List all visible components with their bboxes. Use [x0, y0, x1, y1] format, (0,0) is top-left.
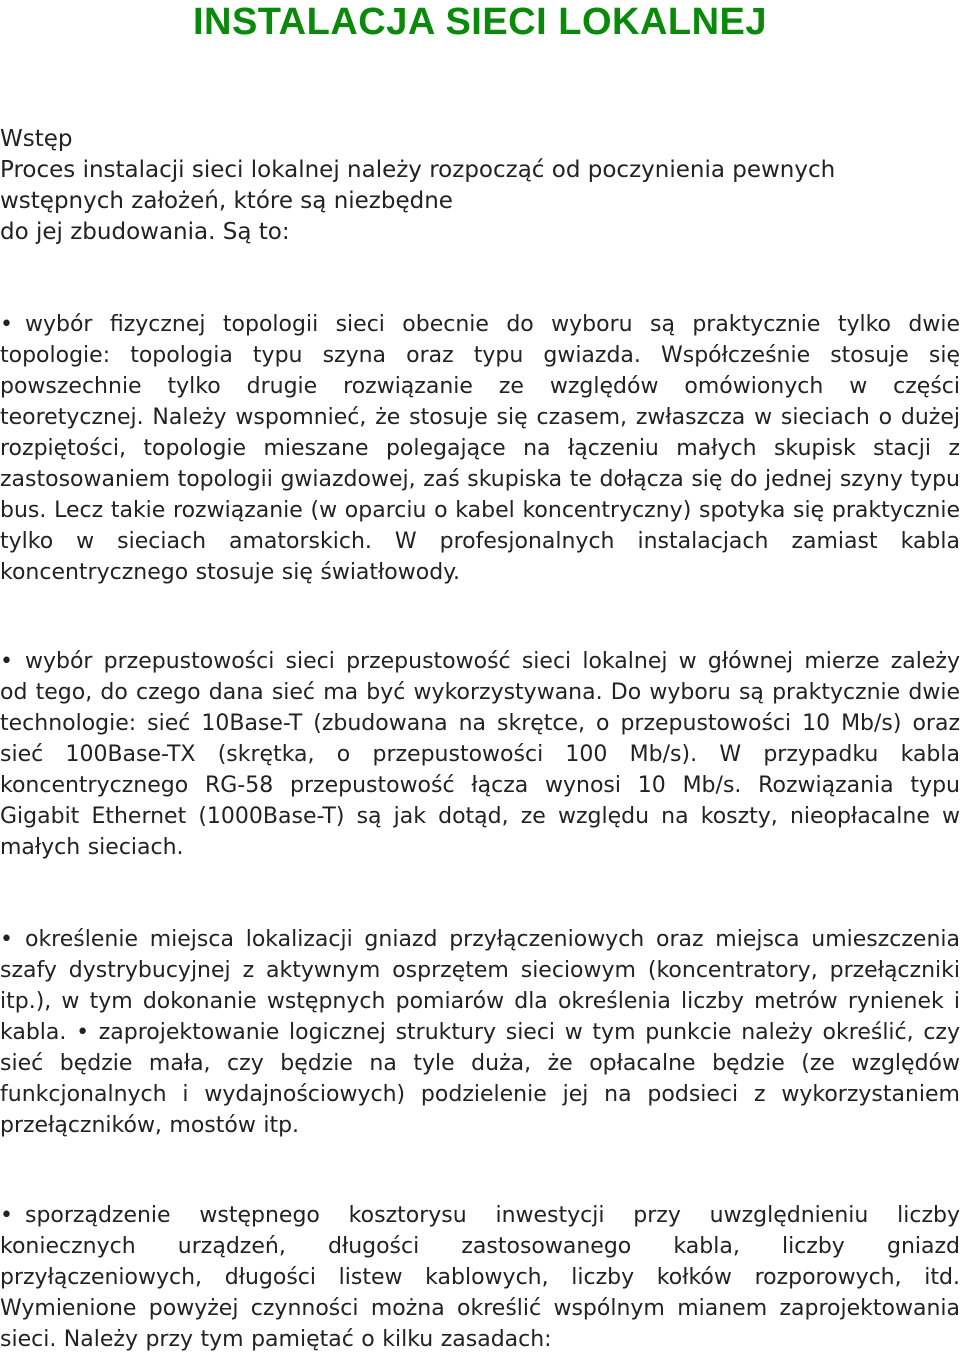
paragraph-text: określenie miejsca lokalizacji gniazd przyłączeniowych oraz miejsca umieszczenia szafy dystrybucyjnej z aktywnym osprzętem sieciowym (koncentratory, przełączniki itp.), w tym dokonanie wstępnych pomiarów dla określenia liczby metrów rynienek i kabla. • zaprojektowanie logicznej struktury sieci w tym punkcie należy określić, czy sieć będzie mała, czy będzie na tyle duża, że opłacalne będzie (ze względów funkcjonalnych i wydajnościowych) podzielenie jej na podsieci z wykorzystaniem przełączników, mostów itp.: [0, 927, 960, 1138]
bullet-paragraph-cost-estimate: [0, 1200, 960, 1355]
intro-line: Proces instalacji sieci lokalnej należy rozpocząć od poczynienia pewnych: [0, 157, 836, 183]
bullet-paragraph-throughput: [0, 646, 960, 863]
bullet-icon: •: [0, 927, 13, 952]
page-title: INSTALACJA SIECI LOKALNEJ: [192, 1, 768, 43]
bullet-icon: •: [0, 649, 13, 674]
bullet-icon: •: [0, 1203, 13, 1228]
bullet-icon: •: [0, 312, 13, 337]
paragraph-text: sporządzenie wstępnego kosztorysu inwestycji przy uwzględnieniu liczby koniecznych urządzeń, długości zastosowanego kabla, liczby gniazd przyłączeniowych, długości listew kablowych, liczby kołków rozporowych, itd. Wymienione powyżej czynności można określić wspólnym mianem zaprojektowania sieci. Należy przy tym pamiętać o kilku zasadach:: [0, 1203, 960, 1352]
intro-heading: Wstęp: [0, 126, 73, 152]
paragraph-text: wybór fizycznej topologii sieci obecnie do wyboru są praktycznie tylko dwie topologie: topologia typu szyna oraz typu gwiazda. Współcześnie stosuje się powszechnie tylko drugie rozwiązanie ze względów omówionych w części teoretycznej. Należy wspomnieć, że stosuje się czasem, zwłaszcza w sieciach o dużej rozpiętości, topologie mieszane polegające na łączeniu małych skupisk stacji z zastosowaniem topologii gwiazdowej, zaś skupiska te dołącza się do jednej szyny typu bus. Lecz takie rozwiązanie (w oparciu o kabel koncentryczny) spotyka się praktycznie tylko w sieciach amatorskich. W profesjonalnych instalacjach zamiast kabla koncentrycznego stosuje się światłowody.: [0, 312, 960, 585]
bullet-paragraph-topology: [0, 309, 960, 588]
bullet-paragraph-location: [0, 924, 960, 1141]
intro-section: [0, 124, 940, 248]
intro-line: wstępnych założeń, które są niezbędne: [0, 188, 453, 214]
intro-line: do jej zbudowania. Są to:: [0, 219, 290, 245]
paragraph-text: wybór przepustowości sieci przepustowość sieci lokalnej w głównej mierze zależy od tego, do czego dana sieć ma być wykorzystywana. Do wyboru są praktycznie dwie technologie: sieć 10Base-T (zbudowana na skrętce, o przepustowości 10 Mb/s) oraz sieć 100Base-TX (skrętka, o przepustowości 100 Mb/s). W przypadku kabla koncentrycznego RG-58 przepustowość łącza wynosi 10 Mb/s. Rozwiązania typu Gigabit Ethernet (1000Base-T) są jak dotąd, ze względu na koszty, nieopłacalne w małych sieciach.: [0, 649, 960, 860]
